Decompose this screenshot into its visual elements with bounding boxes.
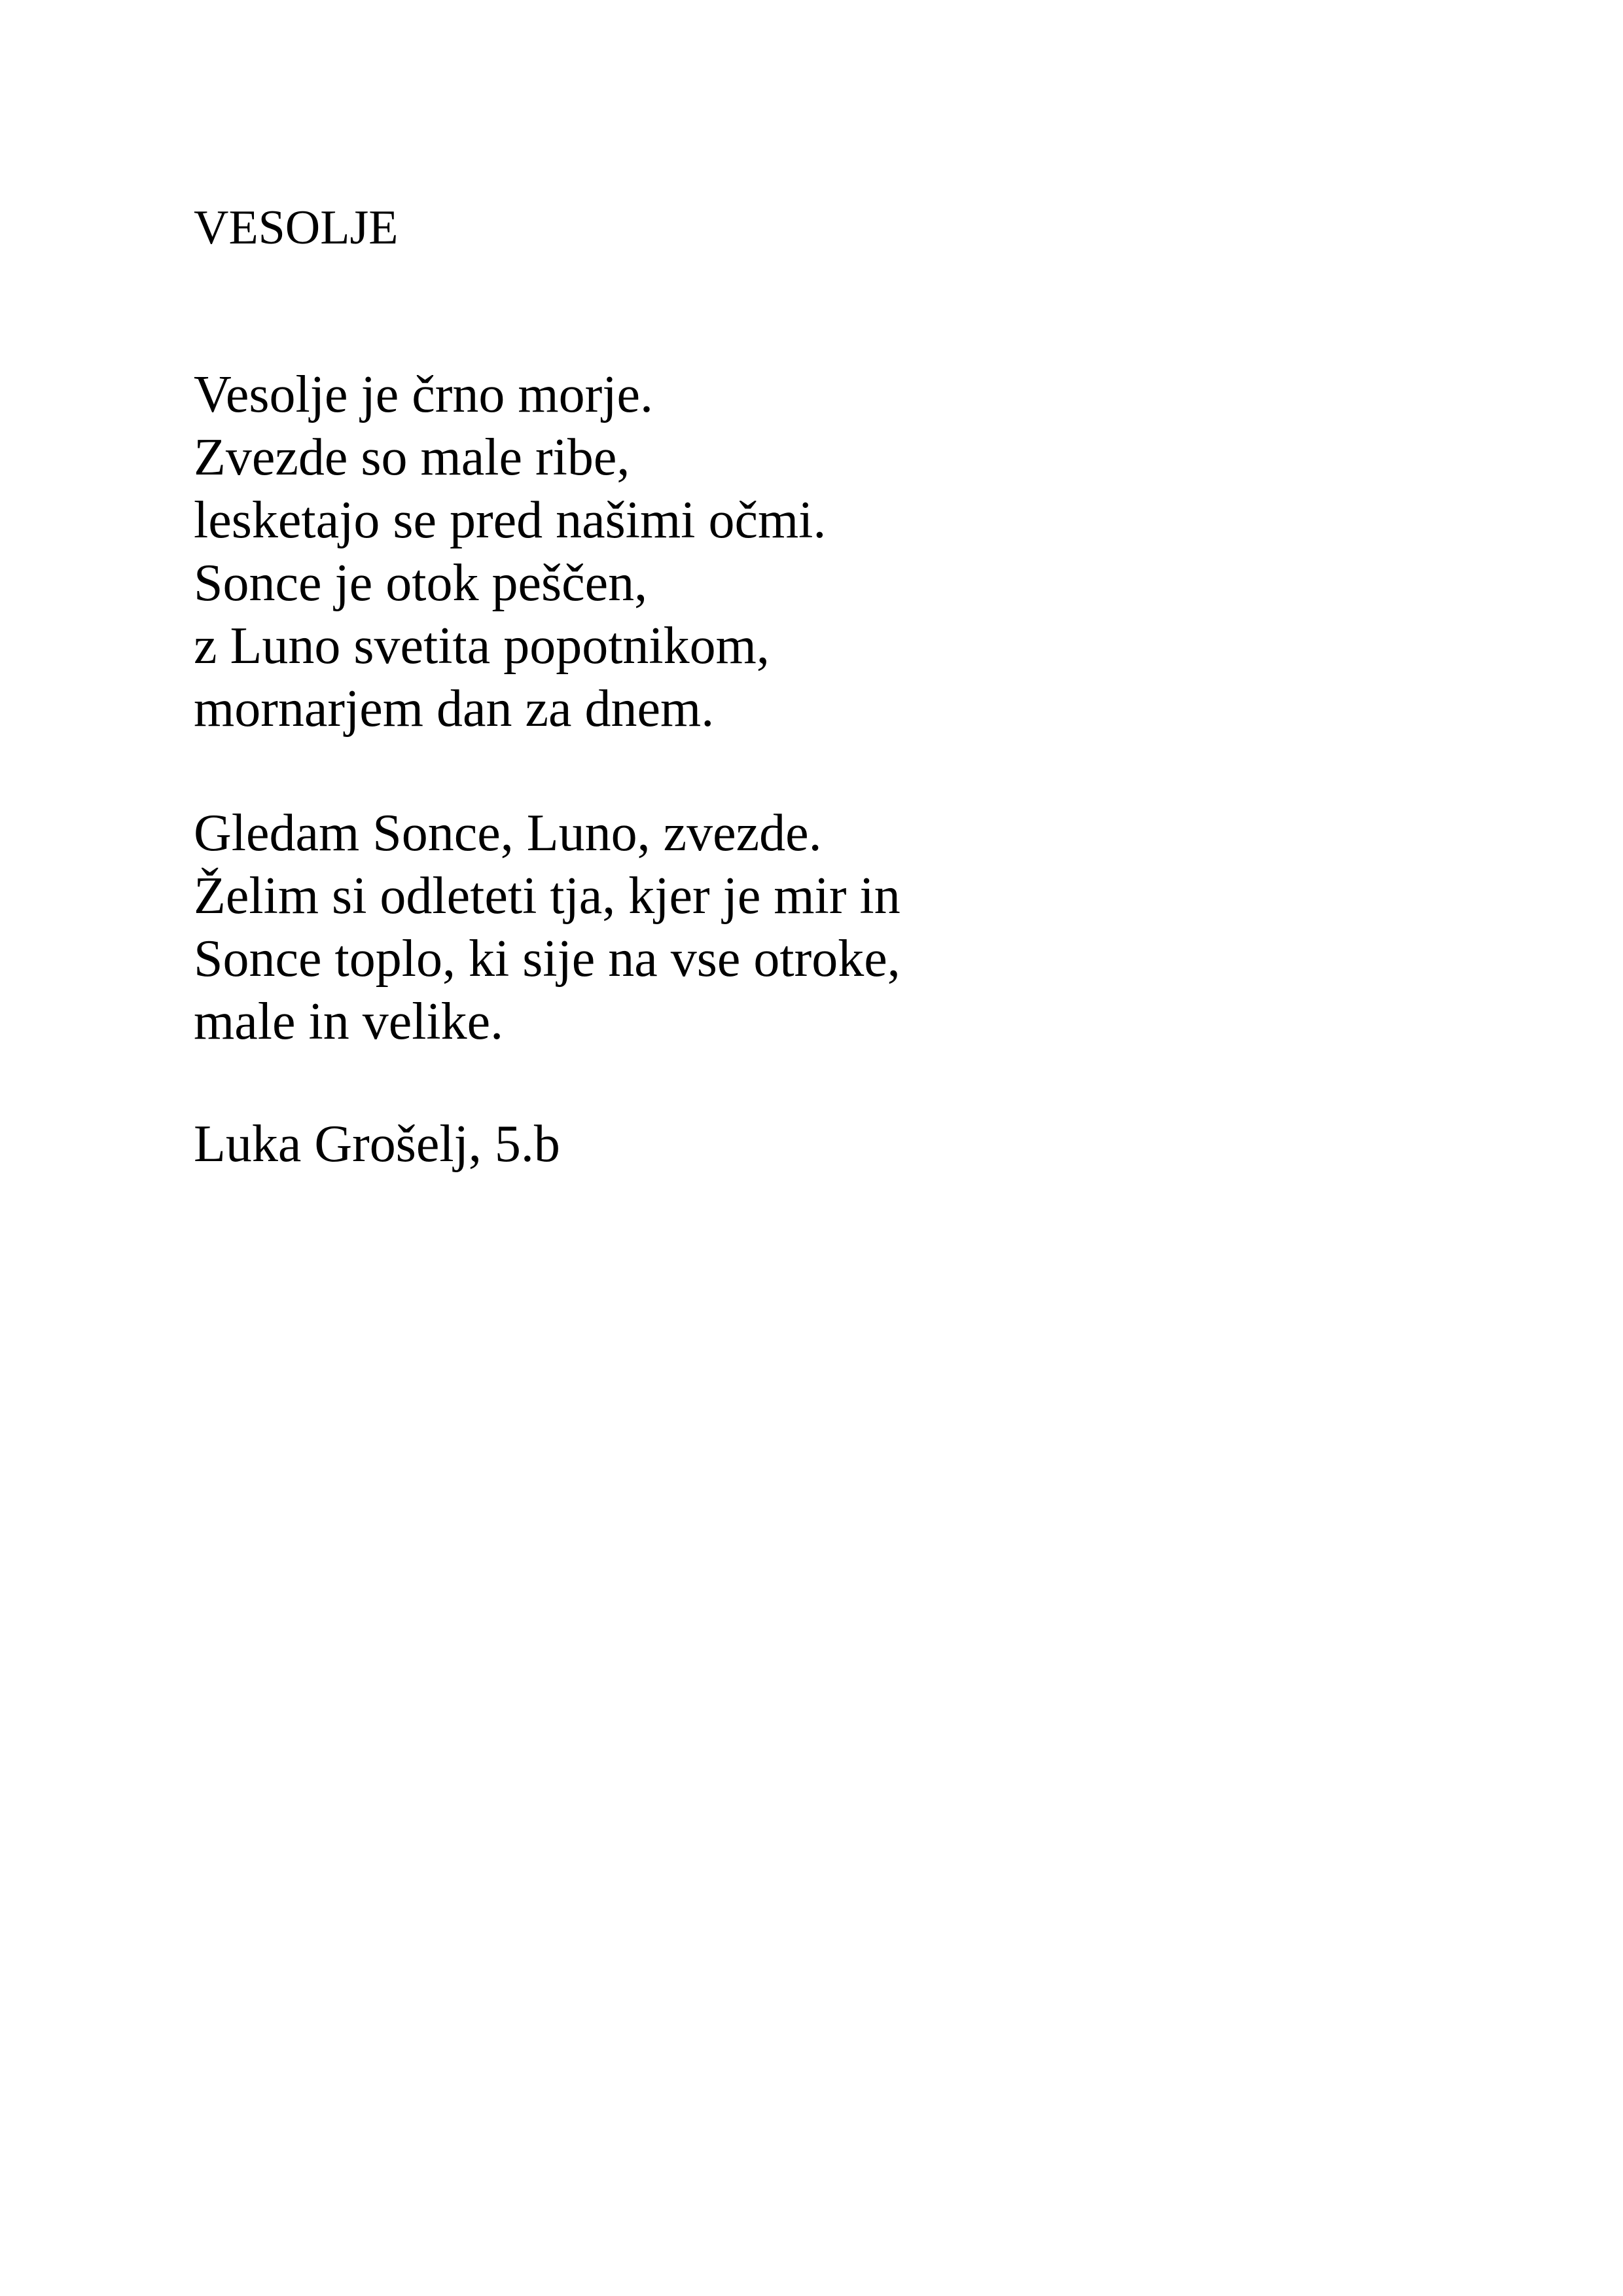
poem-title: VESOLJE [194, 201, 399, 255]
stanza-2 [194, 802, 901, 1053]
poem-line: lesketajo se pred našimi očmi. [194, 492, 827, 549]
poem-line: mornarjem dan za dnem. [194, 680, 715, 738]
poem-line: Gledam Sonce, Luno, zvezde. [194, 804, 822, 862]
poem-line: Sonce je otok peščen, [194, 554, 648, 612]
stanza-1 [194, 363, 826, 740]
author-signature: Luka Grošelj, 5.b [194, 1115, 560, 1173]
poem-line: Sonce toplo, ki sije na vse otroke, [194, 930, 901, 988]
poem-line: z Luno svetita popotnikom, [194, 617, 770, 675]
poem-line: Želim si odleteti tja, kjer je mir in [194, 867, 901, 925]
poem-line: Vesolje je črno morje. [194, 366, 653, 423]
poem-line: Zvezde so male ribe, [194, 429, 630, 486]
poem-line: male in velike. [194, 993, 504, 1050]
